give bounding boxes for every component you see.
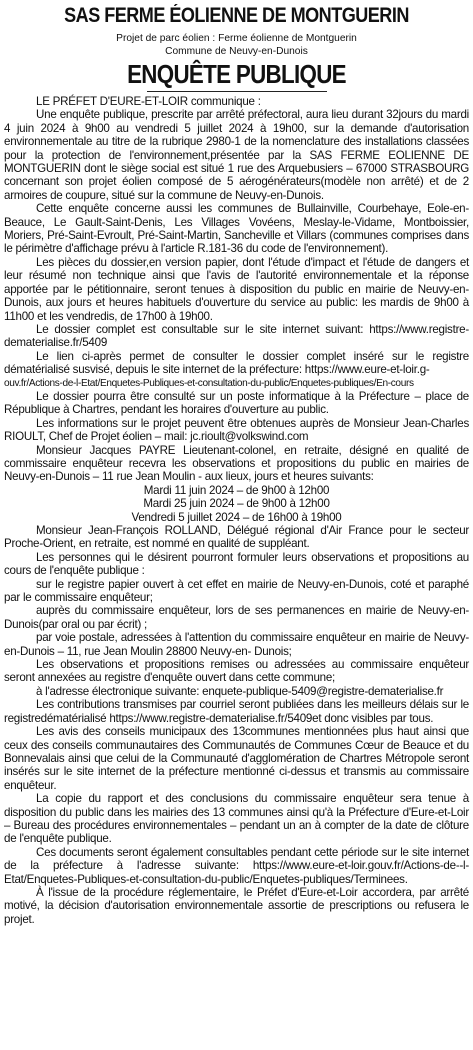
paragraph: LE PRÉFET D'EURE-ET-LOIR communique : xyxy=(36,95,261,108)
paragraph: à l'adresse électronique suivante: enquete-publique-5409@registre-dematerialise.fr xyxy=(36,684,444,698)
paragraph: À l'issue de la procédure réglementaire, le Préfet d'Eure-et-Loir accordera, par arrêté motivé, la décision d'autorisation environnementale assortie de prescriptions ou refusera le projet. xyxy=(4,885,469,926)
paragraph: Le dossier complet est consultable sur le site internet suivant: https://www.registre-dematerialise.fr/5409 xyxy=(4,322,469,350)
commune-line: Commune de Neuvy-en-Dunois xyxy=(165,45,308,57)
url-line: ouv.fr/Actions-de-l-Etat/Enquetes-Publiques-et-consultation-du-public/Enquetes-publiques/En-cours xyxy=(4,377,414,389)
paragraph: Le lien ci-après permet de consulter le dossier complet inséré sur le registre dématérialisé susvisé, depuis le site internet de la préfecture: https://www.eure-et-loir.g- xyxy=(4,349,469,377)
paragraph: auprès du commissaire enquêteur, lors de ses permanences en mairie de Neuvy-en-Dunois(par oral ou par écrit) ; xyxy=(4,604,469,631)
paragraph: Les observations et propositions remises ou adressées au commissaire enquêteur seront annexées au registre d'enquête ouvert dans cette commune; xyxy=(4,658,469,685)
company-title: SAS FERME ÉOLIENNE DE MONTGUERIN xyxy=(64,4,409,27)
paragraph: Cette enquête concerne aussi les communes de Bullainville, Courbehaye, Eole-en-Beauce, Le Gault-Saint-Denis, Les Villages Vovéens, Meslay-le-Vidame, Montboissier, Moriers, Pré-Saint-Evroult, Pré-Saint-Martin, Sancheville et Villars (communes comprises dans le périmètre d'affichage prévu à l'article R.181-36 du code de l'environnement). xyxy=(4,202,469,256)
project-line: Projet de parc éolien : Ferme éolienne de Montguerin xyxy=(116,33,357,44)
paragraph: Les personnes qui le désirent pourront formuler leurs observations et propositions au cours de l'enquête publique : xyxy=(4,550,469,578)
permanence-date: Vendredi 5 juillet 2024 – de 16h00 à 19h00 xyxy=(131,510,342,524)
paragraph: Ces documents seront également consultables pendant cette période sur le site internet de la préfecture à l'adresse suivante: https://www.eure-et-loir.gouv.fr/Actions-de--l-Etat/Enquetes-Publiques-et-consultation-du-public/Enquetes-publiques/Terminees. xyxy=(4,845,469,886)
permanence-date: Mardi 25 juin 2024 – de 9h00 à 12h00 xyxy=(143,497,330,511)
title-divider xyxy=(147,91,327,92)
main-title: ENQUÊTE PUBLIQUE xyxy=(127,59,346,89)
paragraph: La copie du rapport et des conclusions du commissaire enquêteur sera tenue à disposition du public dans les mairies des 13 communes ainsi qu'à la Préfecture d'Eure-et-Loir – Bureau des procédures environnementales – pendant un an à compter de la date de clôture de l'enquête publique. xyxy=(4,792,469,846)
permanence-date: Mardi 11 juin 2024 – de 9h00 à 12h00 xyxy=(143,483,330,497)
paragraph: Les contributions transmises par courriel seront publiées dans les meilleurs délais sur le registredématérialisé https://www.registre-dematerialise.fr/5409et donc visibles par tous. xyxy=(4,698,469,725)
paragraph: Une enquête publique, prescrite par arrêté préfectoral, aura lieu durant 32jours du mardi 4 juin 2024 à 9h00 au vendredi 5 juillet 2024 à 19h00, sur la demande d'autorisation environnementale au titre de la rubrique 2980-1 de la nomenclature des installations classées pour la protection de l'environnement,présentée par la SAS FERME EOLIENNE DE MONTGUERIN dont le siège social est situé 1 rue des Arquebusiers – 67000 STRASBOURG concernant son projet éolien composé de 5 aérogénérateurs(modèle non arrêté) et de 2 armoires de coupure, situé sur la commune de Neuvy-en-Dunois. xyxy=(4,108,469,202)
paragraph: sur le registre papier ouvert à cet effet en mairie de Neuvy-en-Dunois, coté et paraphé par le commissaire enquêteur; xyxy=(4,577,469,605)
paragraph: Les informations sur le projet peuvent être obtenues auprès de Monsieur Jean-Charles RIOULT, Chef de Projet éolien – mail: jc.rioult@volkswind.com xyxy=(4,416,469,444)
paragraph: Le dossier pourra être consulté sur un poste informatique à la Préfecture – place de République à Chartres, pendant les horaires d'ouverture au public. xyxy=(4,389,469,417)
paragraph: Monsieur Jean-François ROLLAND, Délégué régional d'Air France pour le secteur Proche-Orient, en retraite, est nommé en qualité de suppléant. xyxy=(4,524,469,551)
notice-body xyxy=(4,95,469,926)
paragraph: Monsieur Jacques PAYRE Lieutenant-colonel, en retraite, désigné en qualité de commissaire enquêteur recevra les observations et propositions du public en mairies de Neuvy-en-Dunois – 11 rue Jean Moulin - aux lieux, jours et heures suivants: xyxy=(4,443,469,484)
paragraph: Les pièces du dossier,en version papier, dont l'étude d'impact et l'étude de dangers et leur résumé non technique ainsi que l'avis de l'autorité environnementale et la réponse apportée par le pétitionnaire, seront tenues à disposition du public en mairie de Neuvy-en-Dunois, aux jours et heures habituels d'ouverture du service au public: les mardis de 9h00 à 11h00 et les vendredis, de 17h00 à 19h00. xyxy=(4,255,469,323)
paragraph: Les avis des conseils municipaux des 13communes mentionnées plus haut ainsi que ceux des conseils communautaires des Communautés de Communes Cœur de Beauce et du Bonnevalais ainsi que celui de la Communauté d'agglomération de Chartres Métropole seront insérés sur le site internet de la préfecture mentionné ci-dessus et transmis au commissaire enquêteur. xyxy=(4,725,469,792)
paragraph: par voie postale, adressées à l'attention du commissaire enquêteur en mairie de Neuvy- en-Dunois – 11, rue Jean Moulin 28800 Neuvy-en- Dunois; xyxy=(4,631,469,658)
